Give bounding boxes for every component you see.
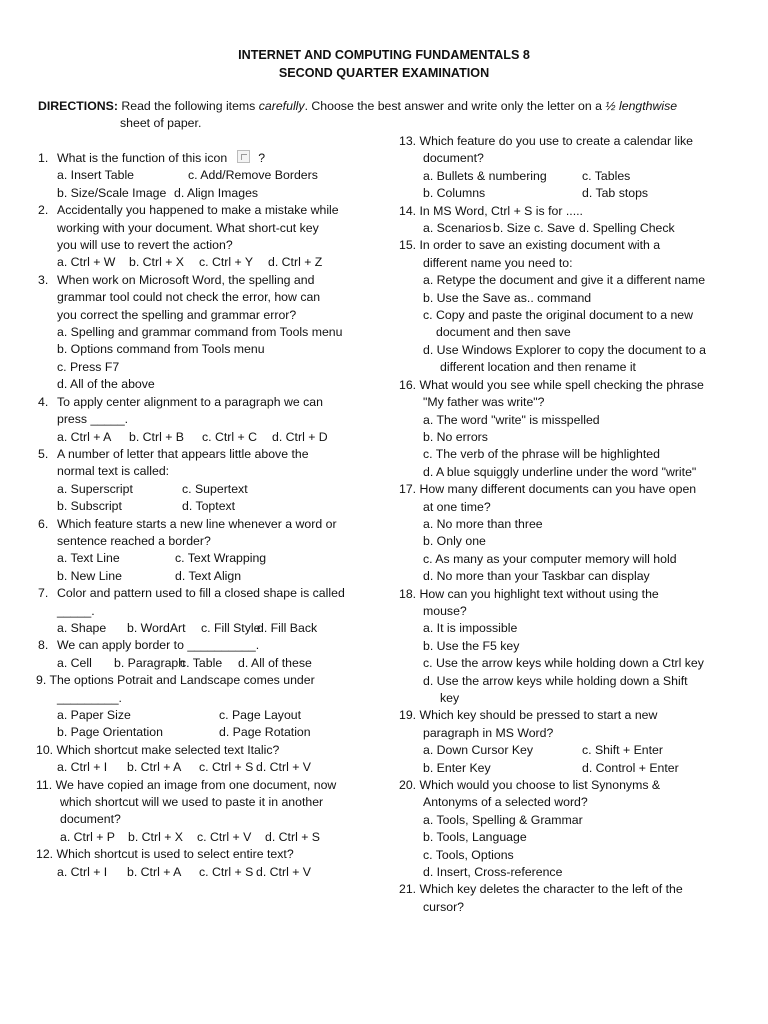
question-21: 21. Which key deletes the character to the left of the cursor?: [399, 882, 683, 914]
question-14: 14. In MS Word, Ctrl + S is for ..... a. Scenarios b. Size c. Save d. Spelling Check: [399, 203, 675, 236]
question-8: 8. We can apply border to __________. a. Cell b. Paragraph c. Table d. All of these: [38, 638, 312, 670]
question-18: 18. How can you highlight text without using the mouse? a. It is impossible b. Use the F5 key c. Use the arrow keys while holding down a Ctrl key d. Use the arrow keys while holding down a Shift key: [399, 586, 704, 705]
question-17: 17. How many different documents can you have open at one time? a. No more than three b. Only one c. As many as your computer memory will hold d. No more than your Taskbar can display: [399, 482, 697, 584]
question-10: 10. Which shortcut make selected text Italic? a. Ctrl + I b. Ctrl + A c. Ctrl + S d. Ctrl + V: [36, 742, 312, 775]
question-9: 9. The options Potrait and Landscape comes under _________. a. Paper Size c. Page Layout b. Page Orientation d. Page Rotation: [36, 673, 315, 740]
question-15: 15. In order to save an existing document with a different name you need to: a. Retype the document and give it a different name b. Use the Save as.. command c. Copy and paste the original document to a new document and then save d. Use Windows Explorer to copy the document to a different location and then rename it: [399, 238, 706, 375]
question-20: 20. Which would you choose to list Synonyms & Antonyms of a selected word? a. Tools, Spelling & Grammar b. Tools, Language c. Tools, Options d. Insert, Cross-reference: [399, 778, 661, 880]
question-11: 11. We have copied an image from one document, now which shortcut will we used to paste it in another document? a. Ctrl + P b. Ctrl + X c. Ctrl + V d. Ctrl + S: [36, 777, 337, 844]
question-7: 7. Color and pattern used to fill a closed shape is called _____. a. Shape b. WordArt c. Fill Style d. Fill Back: [38, 586, 345, 635]
question-16: 16. What would you see while spell checking the phrase "My father was write"? a. The word "write" is misspelled b. No errors c. The verb of the phrase will be highlighted d. A blue squiggly underline under the word "write": [399, 377, 704, 479]
exam-subtitle: SECOND QUARTER EXAMINATION: [278, 66, 490, 80]
question-13: 13. Which feature do you use to create a calendar like document? a. Bullets & numbering c. Tables b. Columns d. Tab stops: [399, 134, 693, 201]
question-3: 3. When work on Microsoft Word, the spelling and grammar tool could not check the error, how can you correct the spelling and grammar error? a. Spelling and grammar command from Tools menu b. Options command from Tools menu c. Press F7 d. All of the above: [38, 272, 343, 392]
question-2: 2. Accidentally you happened to make a mistake while working with your document. What short-cut key you will use to revert the action? a. Ctrl + W b. Ctrl + X c. Ctrl + Y d. Ctrl + Z: [38, 203, 339, 270]
table-icon: [237, 150, 250, 163]
question-1: 1. What is the function of this icon ? a. Insert Table c. Add/Remove Borders b. Size/Scale Image d. Align Images: [38, 151, 318, 200]
exam-title: INTERNET AND COMPUTING FUNDAMENTALS 8: [238, 48, 530, 62]
question-19: 19. Which key should be pressed to start a new paragraph in MS Word? a. Down Cursor Key c. Shift + Enter b. Enter Key d. Control + Enter: [399, 708, 679, 775]
right-column: [399, 133, 734, 916]
question-4: 4. To apply center alignment to a paragraph we can press _____. a. Ctrl + A b. Ctrl + B c. Ctrl + C d. Ctrl + D: [38, 394, 328, 444]
question-5: 5. A number of letter that appears little above the normal text is called: a. Superscript c. Supertext b. Subscript d. Toptext: [38, 446, 309, 514]
question-12: 12. Which shortcut is used to select entire text? a. Ctrl + I b. Ctrl + A c. Ctrl + S d. Ctrl + V: [36, 847, 312, 879]
left-column: [38, 150, 368, 881]
directions-label: DIRECTIONS:: [38, 99, 118, 113]
directions: DIRECTIONS: Read the following items carefully. Choose the best answer and write only the letter on a ½ lengthwise sheet of paper.: [38, 99, 678, 131]
question-6: 6. Which feature starts a new line whenever a word or sentence reached a border? a. Text Line c. Text Wrapping b. New Line d. Text Align: [38, 516, 337, 583]
